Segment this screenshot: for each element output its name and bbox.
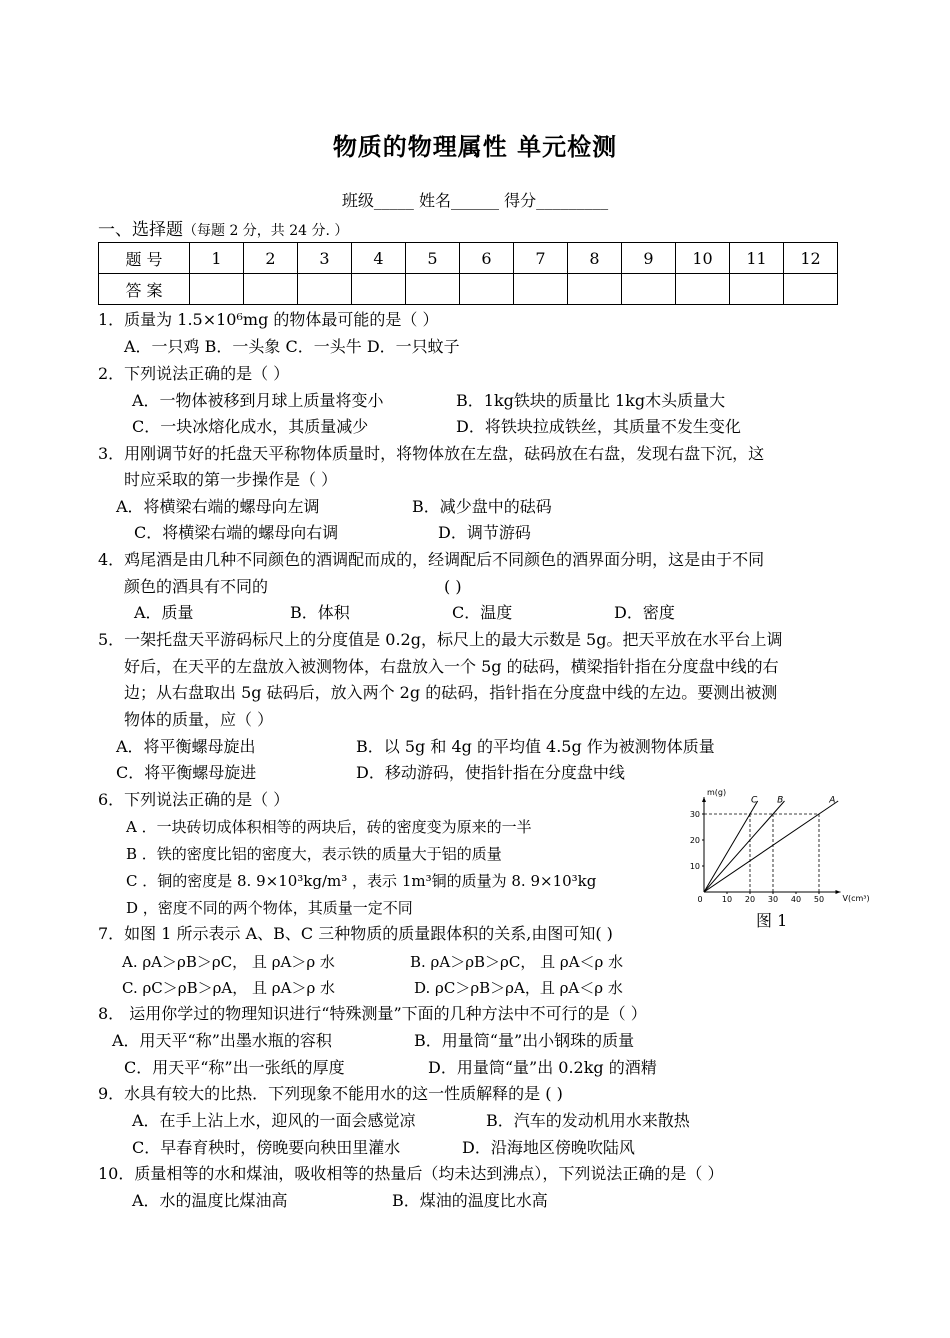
- section-title: 一、选择题: [98, 220, 183, 240]
- answer-cell[interactable]: [352, 274, 406, 305]
- q3-option-d: D．调节游码: [438, 523, 531, 542]
- student-info-line: 班级_____ 姓名______ 得分_________: [341, 191, 609, 210]
- q9-option-d: D．沿海地区傍晚吹陆风: [462, 1138, 635, 1157]
- density-graph: [682, 788, 870, 914]
- q4-answer-paren: ( ): [444, 577, 462, 596]
- q10-option-a: A．水的温度比煤油高: [132, 1191, 288, 1210]
- q5-option-a: A．将平衡螺母旋出: [116, 737, 256, 756]
- q3-option-b: B．减少盘中的砝码: [412, 497, 552, 516]
- q7-option-b: B. ρA＞ρB＞ρC， 且 ρA＜ρ 水: [410, 953, 624, 971]
- q5-stem-line2: 好后，在天平的左盘放入被测物体，右盘放入一个 5g 的砝码，横梁指针指在分度盘中线的右: [124, 657, 779, 676]
- answer-table: [98, 242, 838, 305]
- answer-table-row-numbers: [99, 243, 838, 274]
- page-title: 物质的物理属性 单元检测: [332, 132, 618, 161]
- q1-stem: 1．质量为 1.5×10⁶mg 的物体最可能的是（ ）: [98, 310, 439, 329]
- row-label-number: 题 号: [99, 243, 190, 274]
- q8-option-d: D．用量筒“量”出 0.2kg 的酒精: [428, 1058, 657, 1077]
- q8-stem: 8． 运用你学过的物理知识进行“特殊测量”下面的几种方法中不可行的是（ ）: [98, 1004, 647, 1023]
- x-tick-label: 50: [813, 895, 825, 904]
- q5-stem-line3: 边；从右盘取出 5g 砝码后，放入两个 2g 的砝码，指针指在分度盘中线的左边。要测出被测: [124, 683, 778, 702]
- question-number-cell: 1: [190, 243, 244, 274]
- q7-stem: 7．如图 1 所示表示 A、B、C 三种物质的质量跟体积的关系,由图可知( ): [98, 924, 613, 943]
- answer-table-row-answers: [99, 274, 838, 305]
- answer-cell[interactable]: [730, 274, 784, 305]
- x-tick-label: 30: [767, 895, 779, 904]
- q2-option-a: A．一物体被移到月球上质量将变小: [132, 391, 384, 410]
- q9-stem: 9．水具有较大的比热．下列现象不能用水的这一性质解释的是 ( ): [98, 1084, 563, 1103]
- x-tick-label: 20: [744, 895, 756, 904]
- q5-option-b: B．以 5g 和 4g 的平均值 4.5g 作为被测物体质量: [356, 737, 715, 756]
- y-tick-label: 10: [689, 862, 700, 871]
- q8-option-a: A．用天平“称”出墨水瓶的容积: [112, 1031, 332, 1050]
- question-number-cell: 7: [514, 243, 568, 274]
- question-number-cell: 11: [730, 243, 784, 274]
- question-number-cell: 8: [568, 243, 622, 274]
- q2-stem: 2．下列说法正确的是（ ）: [98, 364, 290, 383]
- answer-cell[interactable]: [298, 274, 352, 305]
- q6-option-b: B ．铁的密度比铝的密度大，表示铁的质量大于铝的质量: [126, 845, 502, 863]
- q8-option-b: B．用量筒“量”出小钢珠的质量: [414, 1031, 635, 1050]
- q5-stem-line1: 5．一架托盘天平游码标尺上的分度值是 0.2g，标尺上的最大示数是 5g。把天平放在水平台上调: [98, 630, 783, 649]
- q3-option-c: C．将横梁右端的螺母向右调: [134, 523, 339, 542]
- answer-cell[interactable]: [784, 274, 838, 305]
- y-axis-arrow: [702, 797, 706, 802]
- row-label-answer: 答 案: [99, 274, 190, 305]
- x-axis-arrow: [836, 890, 841, 894]
- x-axis-label: V(cm³): [842, 894, 870, 903]
- q6-option-d: D ，密度不同的两个物体，其质量一定不同: [126, 899, 413, 917]
- q9-option-a: A．在手上沾上水，迎风的一面会感觉凉: [132, 1111, 416, 1130]
- q7-option-c: C. ρC＞ρB＞ρA， 且 ρA＞ρ 水: [122, 979, 336, 997]
- answer-cell[interactable]: [406, 274, 460, 305]
- question-number-cell: 5: [406, 243, 460, 274]
- q6-option-c: C ．铜的密度是 8. 9×10³kg/m³ ，表示 1m³铜的质量为 8. 9×10³kg: [126, 872, 597, 890]
- q4-option-d: D．密度: [614, 603, 675, 622]
- y-tick-label: 20: [689, 836, 700, 845]
- section-heading: [98, 219, 348, 242]
- question-number-cell: 3: [298, 243, 352, 274]
- series-line-b: [704, 801, 785, 892]
- q2-option-d: D．将铁块拉成铁丝，其质量不发生变化: [456, 417, 741, 436]
- answer-cell[interactable]: [622, 274, 676, 305]
- answer-cell[interactable]: [244, 274, 298, 305]
- question-number-cell: 10: [676, 243, 730, 274]
- answer-cell[interactable]: [460, 274, 514, 305]
- q4-option-b: B．体积: [290, 603, 350, 622]
- section-note: （每题 2 分，共 24 分. ）: [183, 223, 349, 239]
- q4-option-a: A．质量: [134, 603, 194, 622]
- q6-option-a: A ．一块砖切成体积相等的两块后，砖的密度变为原来的一半: [126, 818, 532, 836]
- q3-stem-line1: 3．用刚调节好的托盘天平称物体质量时，将物体放在左盘，砝码放在右盘，发现右盘下沉，这: [98, 444, 765, 463]
- q4-option-c: C．温度: [452, 603, 513, 622]
- q5-option-c: C．将平衡螺母旋进: [116, 763, 257, 782]
- q10-option-b: B．煤油的温度比水高: [392, 1191, 548, 1210]
- q1-options: A．一只鸡 B．一头象 C．一头牛 D．一只蚊子: [124, 337, 460, 356]
- y-tick-label: 30: [689, 810, 700, 819]
- series-label-a: A: [829, 795, 836, 806]
- answer-cell[interactable]: [190, 274, 244, 305]
- x-tick-label: 0: [697, 895, 703, 904]
- question-number-cell: 4: [352, 243, 406, 274]
- q3-option-a: A．将横梁右端的螺母向左调: [116, 497, 320, 516]
- answer-cell[interactable]: [568, 274, 622, 305]
- q7-option-a: A. ρA＞ρB＞ρC， 且 ρA＞ρ 水: [122, 953, 335, 971]
- figure-caption: 图 1: [756, 911, 788, 930]
- q5-stem-line4: 物体的质量，应（ ）: [124, 710, 274, 729]
- question-number-cell: 12: [784, 243, 838, 274]
- question-number-cell: 2: [244, 243, 298, 274]
- series-label-b: B: [777, 795, 784, 806]
- series-label-c: C: [750, 795, 758, 806]
- q4-stem-line1: 4．鸡尾酒是由几种不同颜色的酒调配而成的，经调配后不同颜色的酒界面分明，这是由于不同: [98, 550, 765, 569]
- q7-option-d: D. ρC＞ρB＞ρA，且 ρA＜ρ 水: [414, 979, 623, 997]
- series-line-a: [704, 801, 838, 892]
- q4-stem-line2: 颜色的酒具有不同的: [124, 577, 269, 596]
- answer-cell[interactable]: [514, 274, 568, 305]
- q2-option-c: C．一块冰熔化成水，其质量减少: [132, 417, 369, 436]
- q9-option-c: C．早春育秧时，傍晚要向秧田里灌水: [132, 1138, 401, 1157]
- question-number-cell: 6: [460, 243, 514, 274]
- q3-stem-line2: 时应采取的第一步操作是（ ）: [124, 470, 338, 489]
- q6-stem: 6．下列说法正确的是（ ）: [98, 790, 290, 809]
- y-axis-label: m(g): [707, 788, 727, 797]
- q9-option-b: B．汽车的发动机用水来散热: [486, 1111, 690, 1130]
- q2-option-b: B．1kg铁块的质量比 1kg木头质量大: [456, 391, 726, 410]
- q10-stem: 10．质量相等的水和煤油，吸收相等的热量后（均未达到沸点），下列说法正确的是（ ）: [98, 1164, 724, 1183]
- x-tick-label: 40: [790, 895, 802, 904]
- answer-cell[interactable]: [676, 274, 730, 305]
- q8-option-c: C．用天平“称”出一张纸的厚度: [124, 1058, 345, 1077]
- q5-option-d: D．移动游码，使指针指在分度盘中线: [356, 763, 625, 782]
- x-tick-label: 10: [721, 895, 733, 904]
- question-number-cell: 9: [622, 243, 676, 274]
